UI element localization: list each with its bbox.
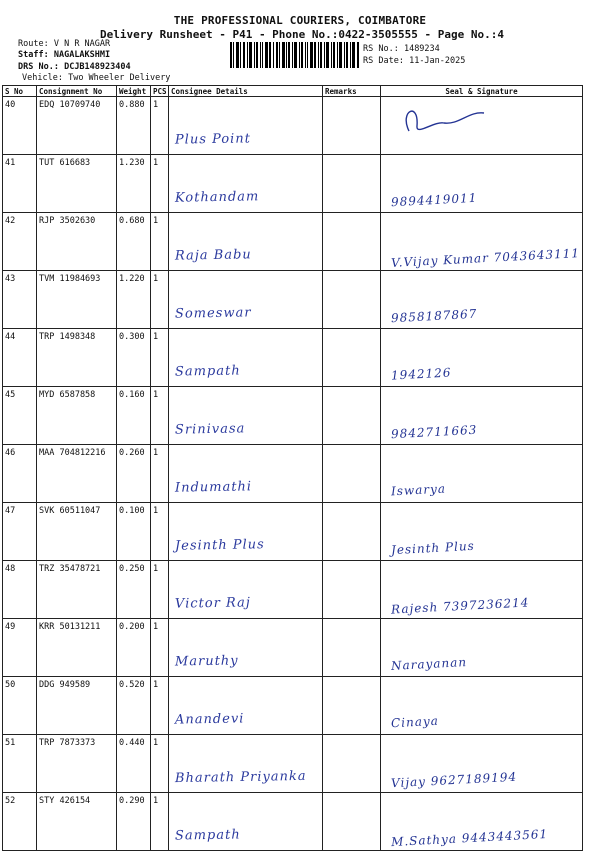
cell-consignee: [169, 793, 323, 851]
vehicle-value: Two Wheeler Delivery: [68, 73, 171, 83]
route-label: Route:: [18, 39, 49, 49]
cell-consignee: [169, 735, 323, 793]
signature-handwriting: Jesinth Plus: [390, 538, 476, 558]
signature-handwriting: 9842711663: [390, 422, 478, 442]
cell-remarks: [323, 677, 381, 735]
cell-weight: 1.230: [117, 155, 151, 213]
cell-consignment: TRZ 35478721: [37, 561, 117, 619]
cell-remarks: [323, 213, 381, 271]
cell-remarks: [323, 387, 381, 445]
cell-remarks: [323, 561, 381, 619]
staff-line: [18, 50, 110, 61]
col-remarks: Remarks: [323, 86, 381, 97]
cell-pcs: 1: [151, 619, 169, 677]
cell-sno: 42: [3, 213, 37, 271]
cell-consignment: TRP 1498348: [37, 329, 117, 387]
col-pcs: PCS: [151, 86, 169, 97]
staff-label: Staff:: [18, 50, 49, 60]
cell-consignee: [169, 97, 323, 155]
signature-handwriting: V.Vijay Kumar 7043643111: [390, 246, 581, 270]
consignee-handwriting: Indumathi: [174, 479, 253, 496]
cell-consignment: DDG 949589: [37, 677, 117, 735]
cell-sno: 47: [3, 503, 37, 561]
table-row: [3, 329, 583, 387]
consignee-handwriting: Sampath: [174, 827, 241, 844]
table-row: [3, 445, 583, 503]
cell-consignee: [169, 503, 323, 561]
cell-sno: 48: [3, 561, 37, 619]
cell-weight: 1.220: [117, 271, 151, 329]
col-consignee: Consignee Details: [169, 86, 323, 97]
cell-weight: 0.260: [117, 445, 151, 503]
cell-pcs: 1: [151, 561, 169, 619]
cell-signature: [381, 503, 583, 561]
consignee-handwriting: Someswar: [174, 305, 252, 322]
cell-consignment: TVM 11984693: [37, 271, 117, 329]
consignee-handwriting: Raja Babu: [174, 247, 252, 264]
cell-signature: [381, 213, 583, 271]
table-row: [3, 387, 583, 445]
consignee-handwriting: Sampath: [174, 363, 241, 380]
cell-weight: 0.250: [117, 561, 151, 619]
signature-handwriting: 1942126: [390, 365, 452, 383]
cell-signature: [381, 445, 583, 503]
consignee-handwriting: Srinivasa: [174, 421, 246, 438]
cell-sno: 51: [3, 735, 37, 793]
cell-weight: 0.160: [117, 387, 151, 445]
cell-pcs: 1: [151, 735, 169, 793]
cell-weight: 0.100: [117, 503, 151, 561]
cell-signature: [381, 329, 583, 387]
cell-consignee: [169, 677, 323, 735]
cell-pcs: 1: [151, 213, 169, 271]
cell-consignment: MAA 704812216: [37, 445, 117, 503]
cell-sno: 45: [3, 387, 37, 445]
drs-label: DRS No.:: [18, 62, 59, 72]
table-body: [3, 97, 583, 851]
signature-handwriting: Narayanan: [390, 655, 468, 673]
consignee-handwriting: Maruthy: [174, 653, 239, 670]
cell-sno: 50: [3, 677, 37, 735]
cell-consignment: MYD 6587858: [37, 387, 117, 445]
consignee-handwriting: Anandevi: [174, 711, 245, 728]
cell-signature: [381, 271, 583, 329]
rs-no-label: RS No.:: [363, 44, 399, 54]
cell-remarks: [323, 503, 381, 561]
cell-signature: [381, 735, 583, 793]
table-header-row: [3, 86, 583, 97]
cell-sno: 41: [3, 155, 37, 213]
cell-weight: 0.440: [117, 735, 151, 793]
rs-date-label: RS Date:: [363, 56, 404, 66]
table-row: [3, 793, 583, 851]
drs-value: DCJB148923404: [64, 62, 131, 72]
cell-remarks: [323, 97, 381, 155]
col-weight: Weight: [117, 86, 151, 97]
consignee-handwriting: Plus Point: [174, 131, 252, 148]
signature-handwriting: Cinaya: [390, 713, 440, 731]
cell-consignment: TRP 7873373: [37, 735, 117, 793]
cell-remarks: [323, 155, 381, 213]
drs-line: [18, 62, 131, 73]
barcode-image: [230, 42, 360, 68]
cell-consignee: [169, 445, 323, 503]
cell-consignment: SVK 60511047: [37, 503, 117, 561]
cell-pcs: 1: [151, 677, 169, 735]
signature-handwriting: 9858187867: [390, 306, 478, 326]
cell-sno: 40: [3, 97, 37, 155]
cell-consignee: [169, 155, 323, 213]
cell-consignment: STY 426154: [37, 793, 117, 851]
table-row: [3, 97, 583, 155]
runsheet-title: Delivery Runsheet - P41 - Phone No.:0422-3505555 - Page No.:4: [100, 28, 504, 41]
delivery-table: [2, 85, 583, 851]
route-value: V N R NAGAR: [53, 39, 111, 49]
cell-consignment: TUT 616683: [37, 155, 117, 213]
cell-sno: 49: [3, 619, 37, 677]
cell-remarks: [323, 271, 381, 329]
cell-pcs: 1: [151, 793, 169, 851]
cell-consignee: [169, 387, 323, 445]
consignee-handwriting: Bharath Priyanka: [174, 768, 307, 787]
cell-remarks: [323, 793, 381, 851]
consignee-handwriting: Victor Raj: [174, 595, 251, 612]
route-line: [18, 39, 110, 50]
cell-consignment: EDQ 10709740: [37, 97, 117, 155]
cell-pcs: 1: [151, 271, 169, 329]
rs-no-value: 1489234: [403, 44, 440, 54]
cell-consignee: [169, 619, 323, 677]
rs-date-line: [363, 56, 465, 66]
cell-signature: [381, 155, 583, 213]
rs-no-line: [363, 44, 440, 54]
col-sno: S No: [3, 86, 37, 97]
cell-pcs: 1: [151, 329, 169, 387]
consignee-handwriting: Kothandam: [174, 189, 260, 206]
cell-sno: 52: [3, 793, 37, 851]
vehicle-label: Vehicle:: [22, 73, 63, 83]
signature-handwriting: 9894419011: [390, 190, 478, 210]
cell-pcs: 1: [151, 503, 169, 561]
rs-date-value: 11-Jan-2025: [409, 56, 466, 66]
cell-sno: 43: [3, 271, 37, 329]
cell-weight: 0.520: [117, 677, 151, 735]
cell-pcs: 1: [151, 445, 169, 503]
cell-pcs: 1: [151, 97, 169, 155]
cell-signature: [381, 793, 583, 851]
table-row: [3, 503, 583, 561]
cell-signature: [381, 387, 583, 445]
cell-consignment: KRR 50131211: [37, 619, 117, 677]
vehicle-line: [22, 73, 170, 84]
signature-handwriting: M.Sathya 9443443561: [390, 826, 549, 850]
company-title: THE PROFESSIONAL COURIERS, COIMBATORE: [173, 14, 427, 27]
cell-weight: 0.680: [117, 213, 151, 271]
cell-pcs: 1: [151, 155, 169, 213]
col-signature: Seal & Signature: [381, 86, 583, 97]
signature-handwriting: Rajesh 7397236214: [390, 595, 530, 617]
cell-signature: [381, 677, 583, 735]
cell-weight: 0.290: [117, 793, 151, 851]
cell-remarks: [323, 735, 381, 793]
col-consignment: Consignment No: [37, 86, 117, 97]
cell-consignee: [169, 561, 323, 619]
signature-scribble: [389, 101, 489, 141]
cell-consignee: [169, 271, 323, 329]
table-row: [3, 155, 583, 213]
consignee-handwriting: Jesinth Plus: [174, 537, 265, 554]
table-row: [3, 271, 583, 329]
cell-consignee: [169, 329, 323, 387]
staff-value: NAGALAKSHMI: [53, 50, 111, 60]
cell-signature: [381, 97, 583, 155]
cell-sno: 44: [3, 329, 37, 387]
cell-weight: 0.300: [117, 329, 151, 387]
cell-remarks: [323, 619, 381, 677]
cell-remarks: [323, 445, 381, 503]
cell-signature: [381, 561, 583, 619]
signature-handwriting: Iswarya: [390, 481, 447, 499]
cell-weight: 0.880: [117, 97, 151, 155]
cell-consignment: RJP 3502630: [37, 213, 117, 271]
cell-sno: 46: [3, 445, 37, 503]
table-row: [3, 213, 583, 271]
table-row: [3, 677, 583, 735]
cell-weight: 0.200: [117, 619, 151, 677]
table-row: [3, 619, 583, 677]
table-row: [3, 561, 583, 619]
cell-remarks: [323, 329, 381, 387]
cell-pcs: 1: [151, 387, 169, 445]
cell-signature: [381, 619, 583, 677]
cell-consignee: [169, 213, 323, 271]
signature-handwriting: Vijay 9627189194: [390, 769, 518, 791]
table-row: [3, 735, 583, 793]
